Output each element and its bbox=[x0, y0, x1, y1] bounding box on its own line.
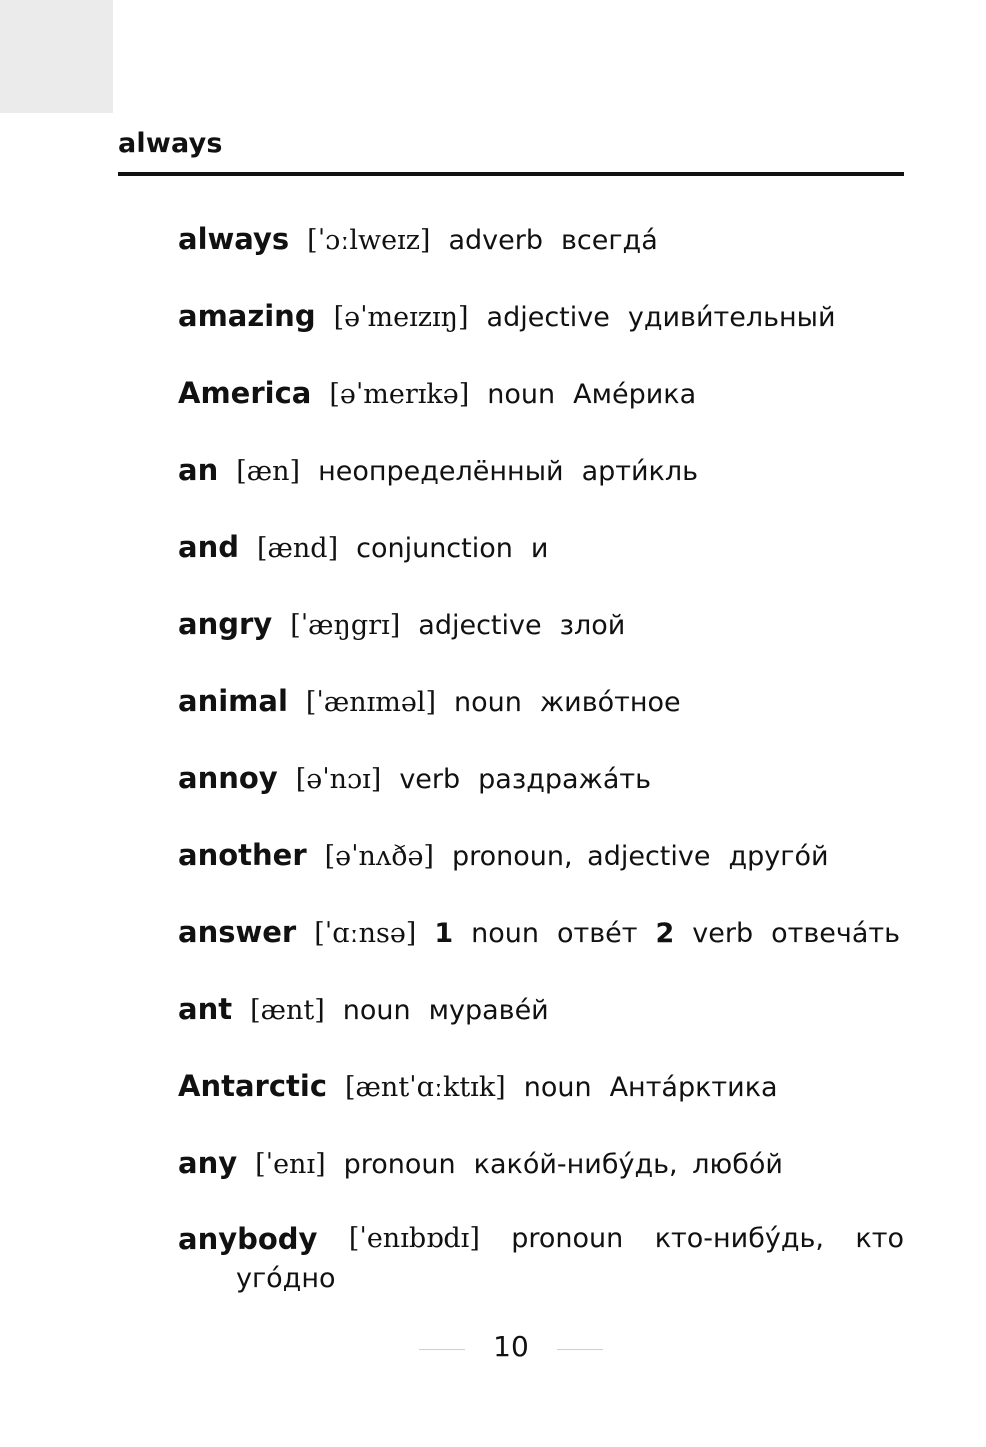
headword: always bbox=[178, 222, 290, 256]
footer-rule-right bbox=[557, 1349, 603, 1350]
translation: арти́кль bbox=[581, 456, 699, 487]
part-of-speech: adjective bbox=[418, 610, 542, 641]
dictionary-entry bbox=[178, 988, 904, 1065]
translation: и bbox=[530, 533, 549, 564]
part-of-speech: verb bbox=[399, 764, 461, 795]
page-footer bbox=[0, 1325, 986, 1373]
headword: an bbox=[178, 453, 219, 487]
dictionary-entry bbox=[178, 603, 904, 680]
sense-number: 2 bbox=[655, 918, 675, 949]
translation: отвеча́ть bbox=[771, 918, 901, 949]
header-rule bbox=[118, 172, 904, 176]
part-of-speech: неопределённый bbox=[318, 456, 564, 487]
dictionary-entry bbox=[178, 1142, 904, 1219]
dictionary-entry bbox=[178, 449, 904, 526]
translation: злой bbox=[559, 610, 626, 641]
headword: another bbox=[178, 838, 307, 872]
translation: отве́т bbox=[557, 918, 638, 949]
translation: Аме́рика bbox=[573, 379, 697, 410]
part-of-speech: noun bbox=[523, 1072, 592, 1103]
translation-continuation: уго́дно bbox=[236, 1263, 336, 1294]
translation: кто bbox=[855, 1223, 904, 1254]
headword: and bbox=[178, 530, 239, 564]
transcription: [ænd] bbox=[256, 533, 339, 564]
translation: удиви́тельный bbox=[627, 302, 836, 333]
translation: друго́й bbox=[728, 841, 829, 872]
transcription: [əˈmeɪzɪŋ] bbox=[333, 302, 469, 333]
dictionary-entry bbox=[178, 1065, 904, 1142]
page-corner-tab bbox=[0, 0, 113, 113]
dictionary-entries bbox=[178, 218, 904, 1299]
part-of-speech: adjective bbox=[486, 302, 610, 333]
transcription: [ˈɔːlweɪz] bbox=[307, 225, 431, 256]
dictionary-entry bbox=[178, 295, 904, 372]
transcription: [ˈenɪbɒdɪ] bbox=[348, 1223, 480, 1254]
transcription: [əˈnɔɪ] bbox=[295, 764, 382, 795]
dictionary-entry bbox=[178, 218, 904, 295]
part-of-speech: noun bbox=[342, 995, 411, 1026]
sense-number: 1 bbox=[434, 918, 454, 949]
part-of-speech: noun bbox=[454, 687, 522, 718]
transcription: [ˈæŋgrɪ] bbox=[290, 610, 401, 641]
translation: живо́тное bbox=[539, 687, 681, 718]
part-of-speech: pronoun bbox=[511, 1223, 624, 1254]
transcription: [ˈɑːnsə] bbox=[314, 918, 417, 949]
dictionary-entry bbox=[178, 911, 904, 988]
dictionary-entry bbox=[178, 1219, 904, 1299]
transcription: [æn] bbox=[236, 456, 301, 487]
part-of-speech: adverb bbox=[448, 225, 543, 256]
dictionary-entry bbox=[178, 834, 904, 911]
part-of-speech: conjunction bbox=[356, 533, 513, 564]
translation: мураве́й bbox=[428, 995, 549, 1026]
headword: annoy bbox=[178, 761, 278, 795]
part-of-speech: pronoun bbox=[343, 1149, 456, 1180]
part-of-speech: noun bbox=[487, 379, 556, 410]
transcription: [əˈmerɪkə] bbox=[329, 379, 470, 410]
part-of-speech: noun bbox=[471, 918, 539, 949]
transcription: [əˈnʌðə] bbox=[324, 841, 434, 872]
dictionary-entry bbox=[178, 680, 904, 757]
dictionary-entry bbox=[178, 372, 904, 449]
headword: ant bbox=[178, 992, 233, 1026]
page-number: 10 bbox=[493, 1330, 529, 1363]
translation: раздража́ть bbox=[478, 764, 652, 795]
part-of-speech: verb bbox=[692, 918, 754, 949]
translation: како́й-нибу́дь, любо́й bbox=[473, 1149, 783, 1180]
translation: кто-нибу́дь, bbox=[654, 1223, 824, 1254]
headword: anybody bbox=[178, 1222, 318, 1256]
transcription: [æntˈɑːktɪk] bbox=[345, 1072, 506, 1103]
headword: America bbox=[178, 376, 312, 410]
translation: всегда́ bbox=[560, 225, 658, 256]
part-of-speech: pronoun, adjective bbox=[451, 841, 711, 872]
headword: answer bbox=[178, 915, 297, 949]
headword: amazing bbox=[178, 299, 316, 333]
dictionary-entry bbox=[178, 757, 904, 834]
transcription: [ˈænɪməl] bbox=[305, 687, 436, 718]
dictionary-entry bbox=[178, 526, 904, 603]
transcription: [ˈenɪ] bbox=[255, 1149, 326, 1180]
translation: Анта́рктика bbox=[609, 1072, 778, 1103]
headword: any bbox=[178, 1146, 238, 1180]
headword: angry bbox=[178, 607, 273, 641]
headword: Antarctic bbox=[178, 1069, 328, 1103]
running-head: always bbox=[118, 128, 223, 159]
headword: animal bbox=[178, 684, 288, 718]
transcription: [ænt] bbox=[250, 995, 325, 1026]
